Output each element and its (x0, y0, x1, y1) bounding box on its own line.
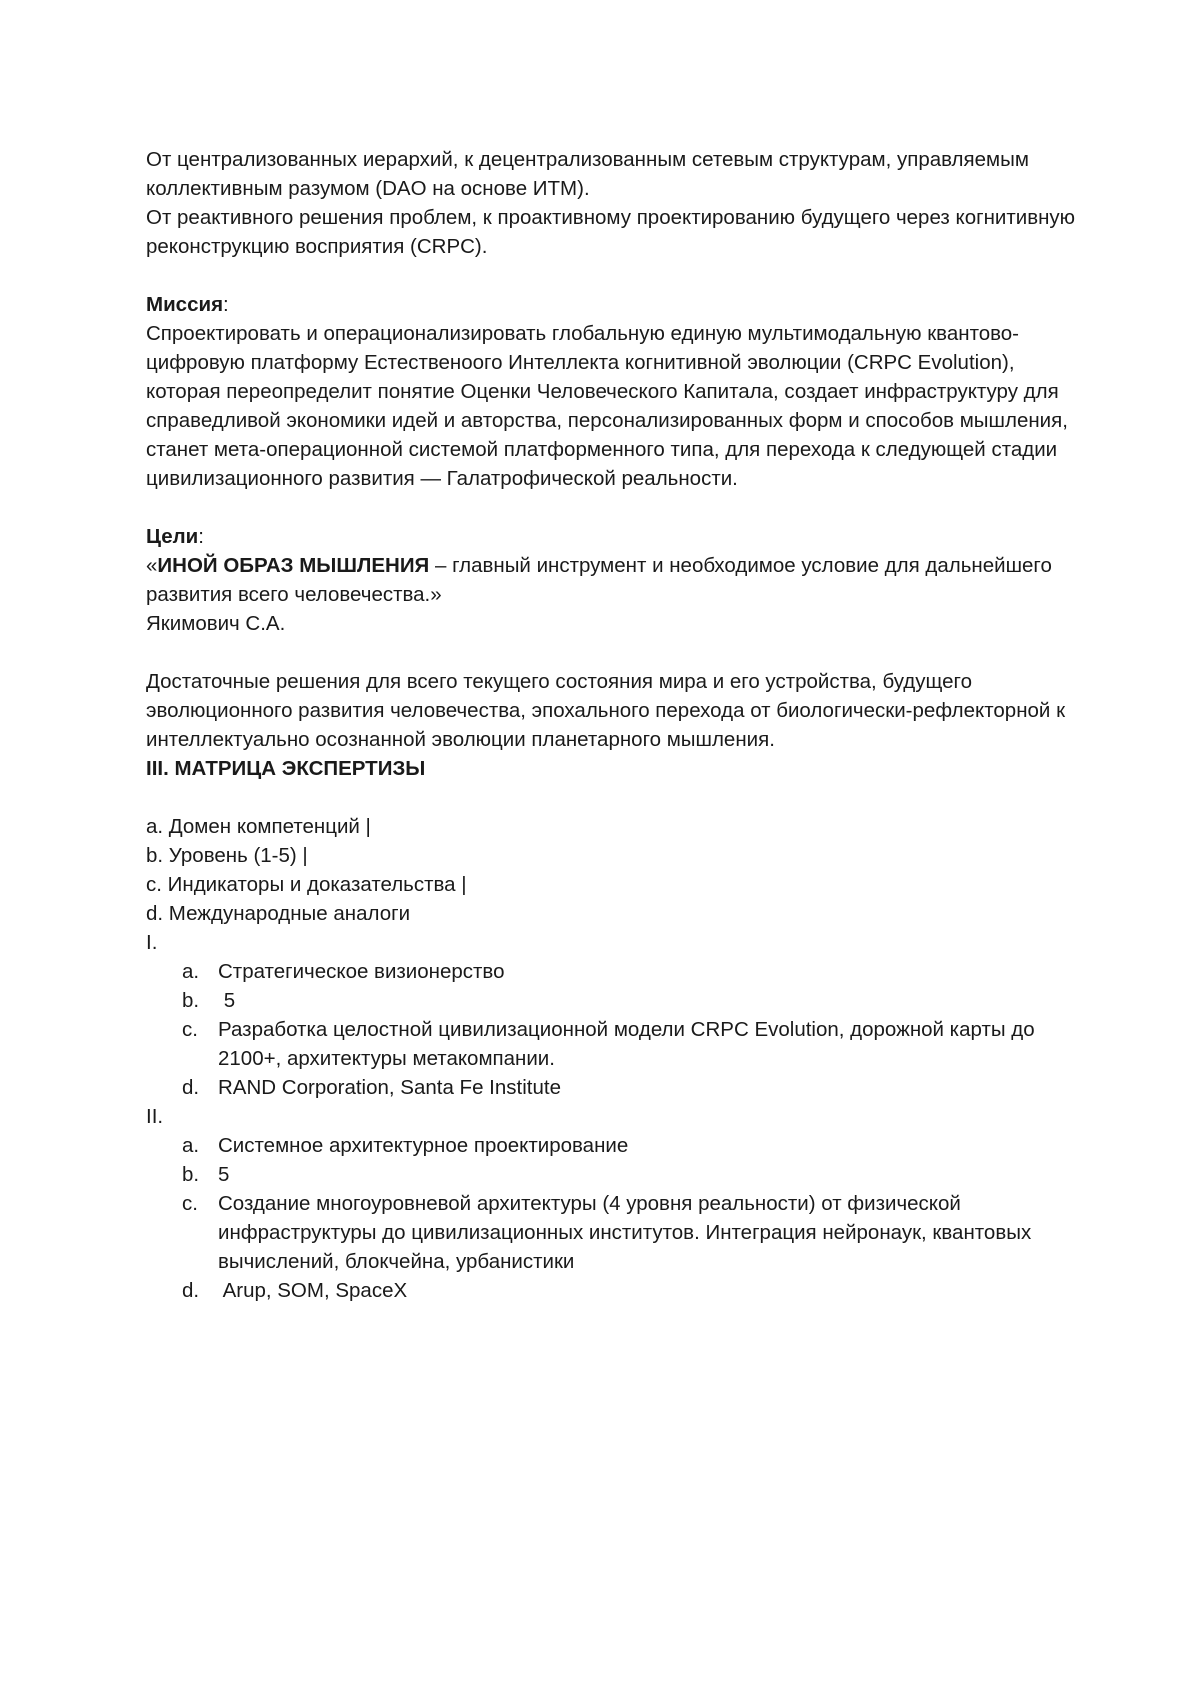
legend-item: b. Уровень (1-5) | (146, 844, 308, 867)
list-item-text: Стратегическое визионерство (218, 960, 505, 983)
goals-colon: : (198, 525, 204, 548)
list-item-text: Системное архитектурное проектирование (218, 1134, 629, 1157)
goals-text: Достаточные решения для всего текущего состояния мира и его устройства, будущего эволюционного развития человечества, эпохального перехода от биологически-рефлекторной к интеллектуально осознанной эволюции планетарного мышления. (146, 670, 1066, 751)
list-item-text: 5 (218, 1163, 230, 1186)
section-numeral: II. (146, 1105, 164, 1128)
document-body (146, 145, 1076, 1305)
list-item (146, 1015, 1076, 1073)
list-marker: b. (182, 1163, 200, 1186)
goals-quote (146, 551, 1076, 609)
list-item (146, 1073, 1076, 1102)
list-item (146, 1276, 1076, 1305)
list-item (146, 1160, 1076, 1189)
list-item (146, 1189, 1076, 1276)
competency-list (146, 957, 1076, 1102)
list-item (146, 957, 1076, 986)
quote-rest-text: – главный инструмент и необходимое условие для дальнейшего развития всего человечества.» (146, 554, 1052, 606)
legend-item: d. Международные аналоги (146, 902, 411, 925)
list-marker: c. (182, 1192, 198, 1215)
matrix-legend (146, 812, 1076, 928)
goals-label: Цели (146, 525, 199, 548)
list-item-text: Arup, SOM, SpaceX (218, 1279, 408, 1302)
list-item-text: 5 (218, 989, 236, 1012)
list-marker: d. (182, 1279, 200, 1302)
mission-heading (146, 290, 1076, 319)
list-marker: a. (182, 960, 200, 983)
quote-author: Якимович С.А. (146, 612, 286, 635)
mission-label: Миссия (146, 293, 224, 316)
section-numeral: I. (146, 931, 158, 954)
list-item-text: Разработка целостной цивилизационной модели CRPC Evolution, дорожной карты до 2100+, архитектуры метакомпании. (218, 1018, 1035, 1070)
list-item-text: Создание многоуровневой архитектуры (4 уровня реальности) от физической инфраструктуры до цивилизационных институтов. Интеграция нейронаук, квантовых вычислений, блокчейна, урбанистики (218, 1192, 1032, 1273)
mission-colon: : (223, 293, 229, 316)
intro-paragraph-2: От реактивного решения проблем, к проактивному проектированию будущего через когнитивную реконструкцию восприятия (CRPC). (146, 206, 1076, 258)
list-item (146, 986, 1076, 1015)
legend-item: a. Домен компетенций | (146, 815, 371, 838)
competency-list (146, 1131, 1076, 1305)
section-title: III. МАТРИЦА ЭКСПЕРТИЗЫ (146, 757, 426, 780)
mission-text: Спроектировать и операционализировать глобальную единую мультимодальную квантово-цифровую платформу Естественоого Интеллекта когнитивной эволюции (CRPC Evolution), которая переопределит понятие Оценки Человеческого Капитала, создает инфраструктуру для справедливой экономики идей и авторства, персонализированных форм и способов мышления, станет мета-операционной системой платформенного типа, для перехода к следующей стадии цивилизационного развития — Галатрофической реальности. (146, 322, 1068, 490)
list-item-text: RAND Corporation, Santa Fe Institute (218, 1076, 561, 1099)
goals-heading (146, 522, 1076, 551)
legend-item: c. Индикаторы и доказательства | (146, 873, 467, 896)
list-marker: a. (182, 1134, 200, 1157)
quote-bold-text: ИНОЙ ОБРАЗ МЫШЛЕНИЯ (157, 554, 430, 577)
list-item (146, 1131, 1076, 1160)
list-marker: b. (182, 989, 200, 1012)
list-marker: c. (182, 1018, 198, 1041)
quote-open: « (146, 554, 158, 577)
intro-paragraph-1: От централизованных иерархий, к децентрализованным сетевым структурам, управляемым коллективным разумом (DAO на основе ИТМ). (146, 148, 1029, 200)
list-marker: d. (182, 1076, 200, 1099)
